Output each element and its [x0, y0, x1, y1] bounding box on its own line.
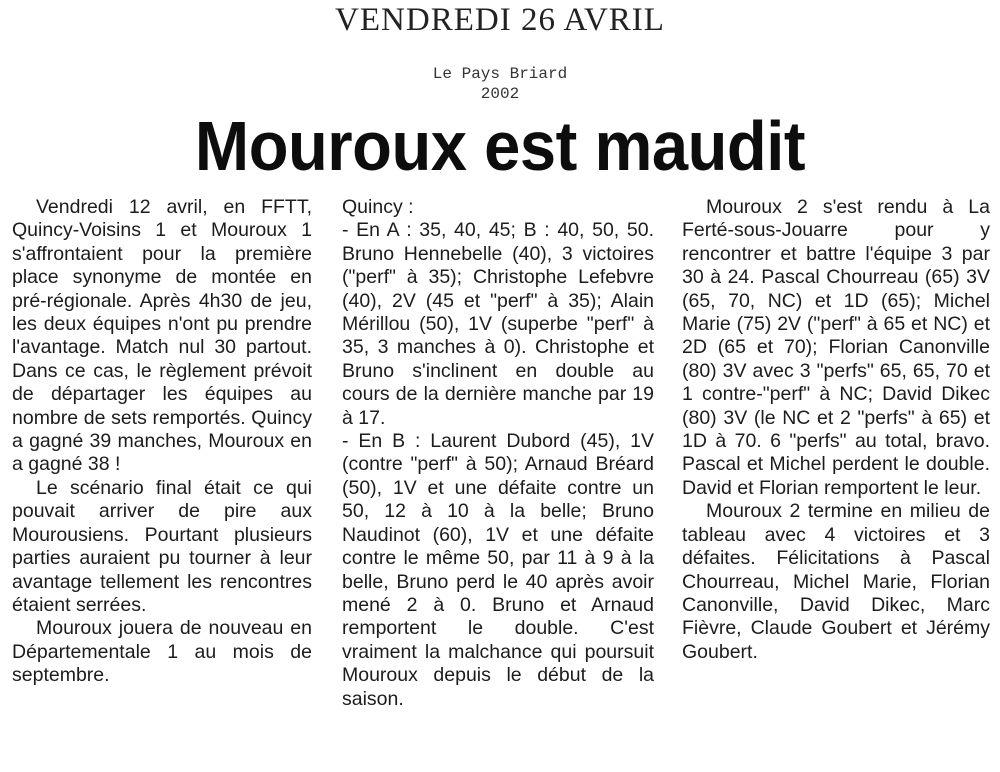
date-line: VENDREDI 26 AVRIL: [335, 2, 665, 38]
team-heading: Quincy :: [342, 196, 414, 218]
publication-name: Le Pays Briard: [432, 65, 568, 83]
publication-year: 2002: [480, 85, 520, 103]
headline: Mouroux est maudit: [194, 107, 806, 185]
paragraph: - En A : 35, 40, 45; B : 40, 50, 50. Bruno Hennebelle (40), 3 victoires ("perf" à 35); Christophe Lefebvre (40), 2V (45 et "perf" à 35); Alain Mérillou (50), 1V (superbe "perf" à 35, 3 manches à 0). Christophe et Bruno s'inclinent en double au cours de la dernière manche par 19 à 17.: [342, 219, 654, 429]
article-column-1: [12, 196, 312, 688]
paragraph: Le scénario final était ce qui pouvait arriver de pire aux Mourousiens. Pourtant plusieurs parties auraient pu tourner à leur avantage tellement les rencontres étaient serrées.: [12, 476, 312, 616]
paragraph: Mouroux 2 termine en milieu de tableau avec 4 victoires et 3 défaites. Félicitations à Pascal Chourreau, Michel Marie, Florian Canonville, David Dikec, Marc Fièvre, Claude Goubert et Jérémy Goubert.: [682, 500, 990, 663]
source-block: [0, 64, 1000, 104]
article-column-3: [682, 196, 990, 664]
paragraph: Mouroux 2 s'est rendu à La Ferté-sous-Jouarre pour y rencontrer et battre l'équipe 3 par 30 à 24. Pascal Chourreau (65) 3V (65, 70, NC) et 1D (65); Michel Marie (75) 2V ("perf" à 65 et NC) et 2D (65 et 70); Florian Canonville (80) 3V avec 3 "perfs" 65, 65, 70 et 1 contre-"perf" à NC; David Dikec (80) 3V (le NC et 2 "perfs" à 65) et 1D à 70. 6 "perfs" au total, bravo. Pascal et Michel perdent le double. David et Florian remportent le leur.: [682, 196, 990, 499]
paragraph: Vendredi 12 avril, en FFTT, Quincy-Voisins 1 et Mouroux 1 s'affrontaient pour la première place synonyme de montée en pré-régionale. Après 4h30 de jeu, les deux équipes n'ont pu prendre l'avantage. Match nul 30 partout. Dans ce cas, le règlement prévoit de départager les équipes au nombre de sets remportés. Quincy a gagné 39 manches, Mouroux en a gagné 38 !: [12, 196, 312, 476]
paragraph: - En B : Laurent Dubord (45), 1V (contre "perf" à 50); Arnaud Bréard (50), 1V et une défaite contre un 50, 12 à 10 à la belle; Bruno Naudinot (60), 1V et une défaite contre le même 50, par 11 à 9 à la belle, Bruno perd le 40 après avoir mené 2 à 0. Bruno et Arnaud remportent le double. C'est vraiment la malchance qui poursuit Mouroux depuis le début de la saison.: [342, 430, 654, 710]
paragraph: Mouroux jouera de nouveau en Départementale 1 au mois de septembre.: [12, 617, 312, 687]
article-column-2: [342, 196, 654, 711]
